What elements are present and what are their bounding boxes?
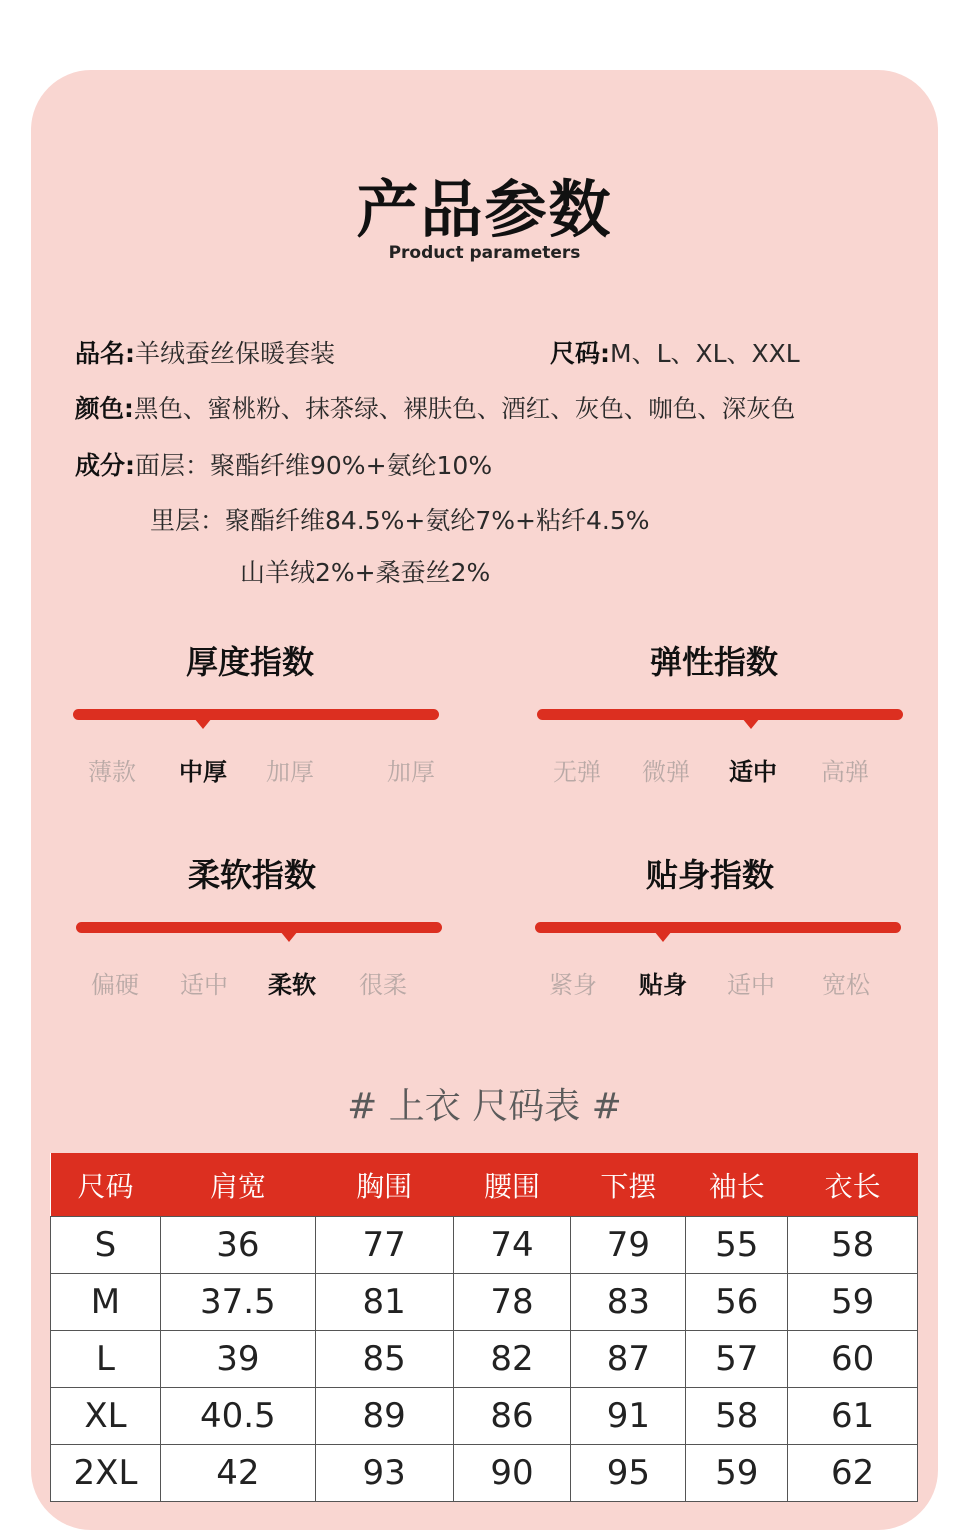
fit-index-pointer [654, 931, 672, 942]
table-cell: 79 [571, 1217, 686, 1274]
table-cell: 89 [315, 1388, 453, 1445]
table-row [51, 1331, 918, 1388]
fit-index-title: 贴身指数 [645, 856, 774, 894]
elasticity-option-selected: 适中 [729, 758, 777, 786]
softness-option: 很柔 [359, 971, 407, 999]
color-row [75, 390, 795, 425]
table-cell: 36 [160, 1217, 315, 1274]
softness-option: 适中 [180, 971, 228, 999]
size-table-header [51, 1153, 918, 1217]
product-name-row [75, 334, 335, 370]
table-cell: 59 [686, 1445, 788, 1502]
table-cell: 77 [315, 1217, 453, 1274]
elasticity-index-pointer [742, 718, 760, 729]
elasticity-index-title: 弹性指数 [649, 643, 778, 681]
size-key: 尺码: [550, 339, 610, 368]
table-cell: 2XL [51, 1445, 161, 1502]
table-cell: M [51, 1274, 161, 1331]
thickness-option: 薄款 [88, 758, 136, 786]
softness-index-title: 柔软指数 [187, 856, 316, 894]
table-cell: 56 [686, 1274, 788, 1331]
table-cell: 93 [315, 1445, 453, 1502]
table-cell: 57 [686, 1331, 788, 1388]
fit-index-bar [535, 922, 901, 933]
fit-option: 紧身 [549, 971, 597, 999]
thickness-index-pointer [194, 718, 212, 729]
composition-line-1: 面层：聚酯纤维90%+氨纶10% [135, 451, 493, 480]
product-name-key: 品名: [75, 339, 135, 368]
color-value: 黑色、蜜桃粉、抹茶绿、裸肤色、酒红、灰色、咖色、深灰色 [133, 394, 796, 423]
elasticity-option: 高弹 [821, 758, 869, 786]
header-shoulder: 肩宽 [160, 1153, 315, 1217]
table-cell: 58 [788, 1217, 918, 1274]
composition-key: 成分: [75, 451, 135, 480]
elasticity-option: 无弹 [553, 758, 601, 786]
table-cell: 86 [453, 1388, 571, 1445]
table-row [51, 1274, 918, 1331]
table-cell: 39 [160, 1331, 315, 1388]
thickness-index-title: 厚度指数 [185, 643, 314, 681]
table-row [51, 1445, 918, 1502]
softness-index-pointer [280, 931, 298, 942]
table-cell: 81 [315, 1274, 453, 1331]
table-cell: 91 [571, 1388, 686, 1445]
table-cell: 95 [571, 1445, 686, 1502]
table-cell: 78 [453, 1274, 571, 1331]
header-sleeve: 袖长 [686, 1153, 788, 1217]
table-cell: 85 [315, 1331, 453, 1388]
table-cell: 61 [788, 1388, 918, 1445]
table-cell: L [51, 1331, 161, 1388]
size-table-title: # 上衣 尺码表 # [347, 1086, 622, 1127]
fit-option: 宽松 [822, 971, 870, 999]
fit-option-selected: 贴身 [639, 971, 687, 999]
table-cell: 90 [453, 1445, 571, 1502]
elasticity-option: 微弹 [642, 758, 690, 786]
composition-line-3: 山羊绒2%+桑蚕丝2% [240, 558, 491, 587]
table-cell: 87 [571, 1331, 686, 1388]
elasticity-index-bar [537, 709, 903, 720]
table-cell: 42 [160, 1445, 315, 1502]
composition-line-2: 里层：聚酯纤维84.5%+氨纶7%+粘纤4.5% [150, 506, 650, 535]
softness-option: 偏硬 [91, 971, 139, 999]
composition-row [75, 446, 492, 482]
thickness-option: 加厚 [387, 758, 435, 786]
color-key: 颜色: [75, 394, 134, 423]
header-length: 衣长 [788, 1153, 918, 1217]
softness-index-bar [76, 922, 442, 933]
softness-option-selected: 柔软 [268, 971, 316, 999]
header-waist: 腰围 [453, 1153, 571, 1217]
table-cell: 59 [788, 1274, 918, 1331]
table-cell: 37.5 [160, 1274, 315, 1331]
table-cell: 60 [788, 1331, 918, 1388]
table-cell: 55 [686, 1217, 788, 1274]
table-cell: 62 [788, 1445, 918, 1502]
table-cell: 74 [453, 1217, 571, 1274]
thickness-option: 加厚 [266, 758, 314, 786]
size-table [50, 1153, 918, 1502]
product-name-value: 羊绒蚕丝保暖套装 [135, 339, 336, 368]
page-subtitle: Product parameters [388, 243, 581, 263]
page-title: 产品参数 [356, 173, 613, 246]
table-cell: 58 [686, 1388, 788, 1445]
thickness-option-selected: 中厚 [179, 758, 227, 786]
table-cell: 40.5 [160, 1388, 315, 1445]
table-row [51, 1388, 918, 1445]
thickness-index-bar [73, 709, 439, 720]
size-row [550, 334, 800, 370]
header-chest: 胸围 [315, 1153, 453, 1217]
table-row [51, 1217, 918, 1274]
table-cell: S [51, 1217, 161, 1274]
header-hem: 下摆 [571, 1153, 686, 1217]
fit-option: 适中 [727, 971, 775, 999]
table-cell: 83 [571, 1274, 686, 1331]
table-cell: 82 [453, 1331, 571, 1388]
header-size: 尺码 [51, 1153, 161, 1217]
size-value: M、L、XL、XXL [610, 339, 800, 368]
table-cell: XL [51, 1388, 161, 1445]
